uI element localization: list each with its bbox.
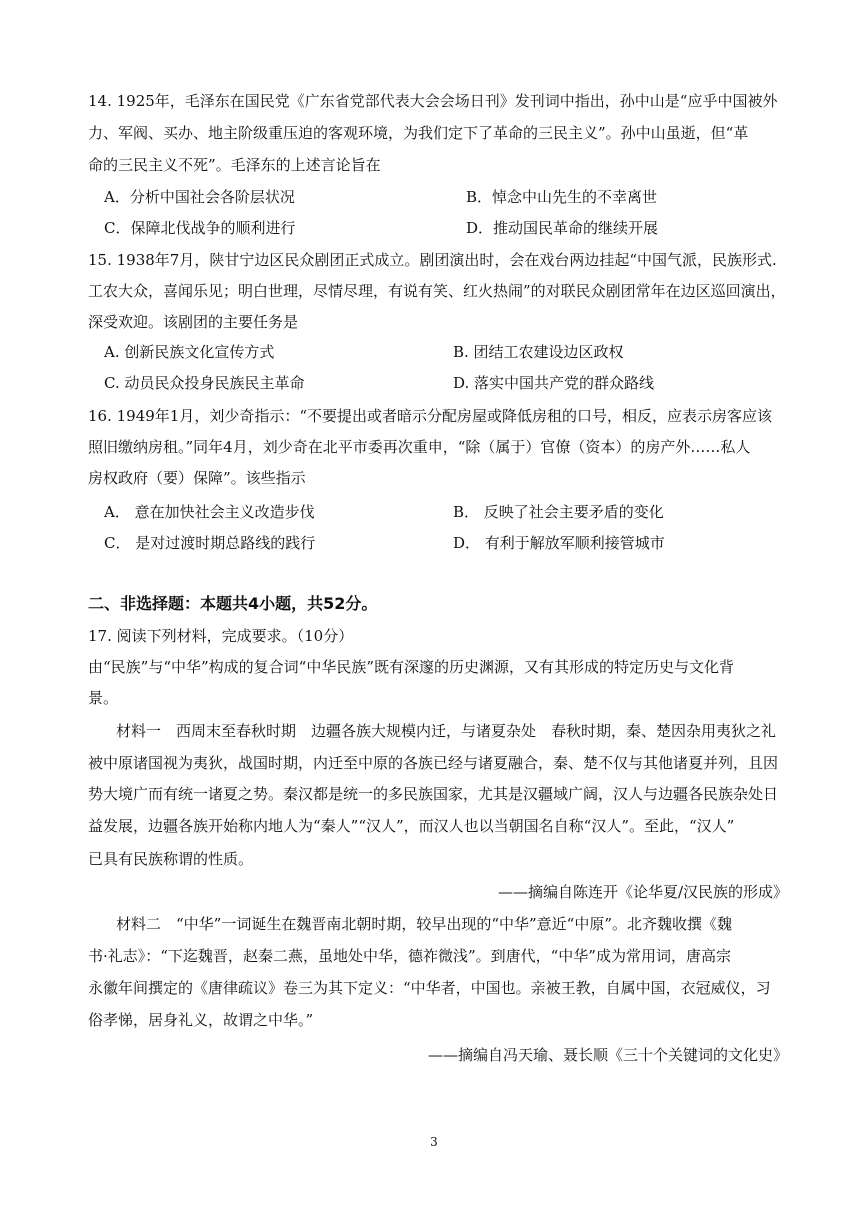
q14-option-c: C．保障北伐战争的顺利进行 — [104, 219, 296, 237]
material1-line-5: 已具有民族称谓的性质。 — [88, 850, 254, 868]
q16-stem-line-3: 房权政府（要）保障”。该些指示 — [88, 469, 306, 487]
q17-title: 17. 阅读下列材料，完成要求。（10分） — [88, 627, 354, 645]
material2-line-2: 书·礼志》：“下迄魏晋，赵秦二燕，虽地处中华，德祚微浅”。到唐代，“中华”成为常用词，唐高宗 — [88, 947, 731, 965]
material1-source: ——摘编自陈连开《论华夏/汉民族的形成》 — [497, 883, 788, 901]
q16-stem-line-2: 照旧缴纳房租。”同年4月，刘少奇在北平市委再次重申，“除（属于）官僚（资本）的房产外……私人 — [88, 438, 751, 456]
q16-option-a: A． 意在加快社会主义改造步伐 — [104, 503, 315, 521]
material2-line-3: 永徽年间撰定的《唐律疏议》卷三为其下定义：“中华者，中国也。亲被王教，自属中国，衣冠威仪，习 — [88, 979, 771, 997]
q17-intro-line-2: 景。 — [88, 689, 119, 707]
q16-option-d: D． 有利于解放军顺利接管城市 — [453, 534, 665, 552]
q14-option-d: D．推动国民革命的继续开展 — [466, 219, 659, 237]
material2-line-4: 俗孝悌，居身礼义，故谓之中华。” — [88, 1011, 314, 1029]
q15-stem-line-1: 15. 1938年7月，陕甘宁边区民众剧团正式成立。剧团演出时，会在戏台两边挂起“中国气派，民族形式. — [88, 251, 777, 269]
q15-option-c: C. 动员民众投身民族民主革命 — [104, 374, 305, 392]
q14-stem-line-2: 力、军阀、买办、地主阶级重压迫的客观环境，为我们定下了革命的三民主义”。孙中山虽逝，但“革 — [88, 124, 749, 142]
q15-stem-line-3: 深受欢迎。该剧团的主要任务是 — [88, 313, 299, 331]
material2-source: ——摘编自冯天瑜、聂长顺《三十个关键词的文化史》 — [427, 1046, 788, 1064]
q15-option-b: B. 团结工农建设边区政权 — [453, 343, 624, 361]
q15-stem-line-2: 工农大众，喜闻乐见；明白世理，尽情尽理，有说有笑、红火热闹”的对联民众剧团常年在边区巡回演出， — [88, 282, 786, 300]
q15-option-d: D. 落实中国共产党的群众路线 — [453, 374, 655, 392]
q16-option-b: B． 反映了社会主要矛盾的变化 — [453, 503, 664, 521]
q17-intro-line-1: 由“民族”与“中华”构成的复合词“中华民族”既有深邃的历史渊源，又有其形成的特定历史与文化背 — [88, 658, 735, 676]
material1-line-1: 材料一 西周末至春秋时期 边疆各族大规模内迁，与诸夏杂处 春秋时期，秦、楚因杂用夷狄之礼 — [116, 722, 777, 740]
page-number: 3 — [430, 1135, 438, 1149]
section-heading: 二、非选择题：本题共4小题，共52分。 — [88, 594, 378, 613]
q14-option-a: A．分析中国社会各阶层状况 — [104, 188, 295, 206]
material1-line-2: 被中原诸国视为夷狄，战国时期，内迁至中原的各族已经与诸夏融合，秦、楚不仅与其他诸夏并列，且因 — [88, 754, 779, 772]
q16-option-c: C． 是对过渡时期总路线的践行 — [104, 534, 316, 552]
q14-option-b: B．悼念中山先生的不幸离世 — [466, 188, 658, 206]
q14-stem-line-3: 命的三民主义不死”。毛泽东的上述言论旨在 — [88, 156, 381, 174]
q16-stem-line-1: 16. 1949年1月，刘少奇指示：“不要提出或者暗示分配房屋或降低房租的口号，相反，应表示房客应该 — [88, 407, 773, 425]
q15-option-a: A. 创新民族文化宣传方式 — [104, 343, 275, 361]
q14-stem-line-1: 14. 1925年，毛泽东在国民党《广东省党部代表大会会场日刊》发刊词中指出，孙中山是“应乎中国被外 — [88, 92, 778, 110]
material1-line-4: 益发展，边疆各族开始称内地人为“秦人”“汉人”，而汉人也以当朝国名自称“汉人”。至此，“汉人” — [88, 817, 735, 835]
material2-line-1: 材料二 “中华”一词诞生在魏晋南北朝时期，较早出现的“中华”意近“中原”。北齐魏收撰《魏 — [116, 915, 733, 933]
material1-line-3: 势大境广而有统一诸夏之势。秦汉都是统一的多民族国家，尤其是汉疆域广阔，汉人与边疆各民族杂处日 — [88, 785, 779, 803]
